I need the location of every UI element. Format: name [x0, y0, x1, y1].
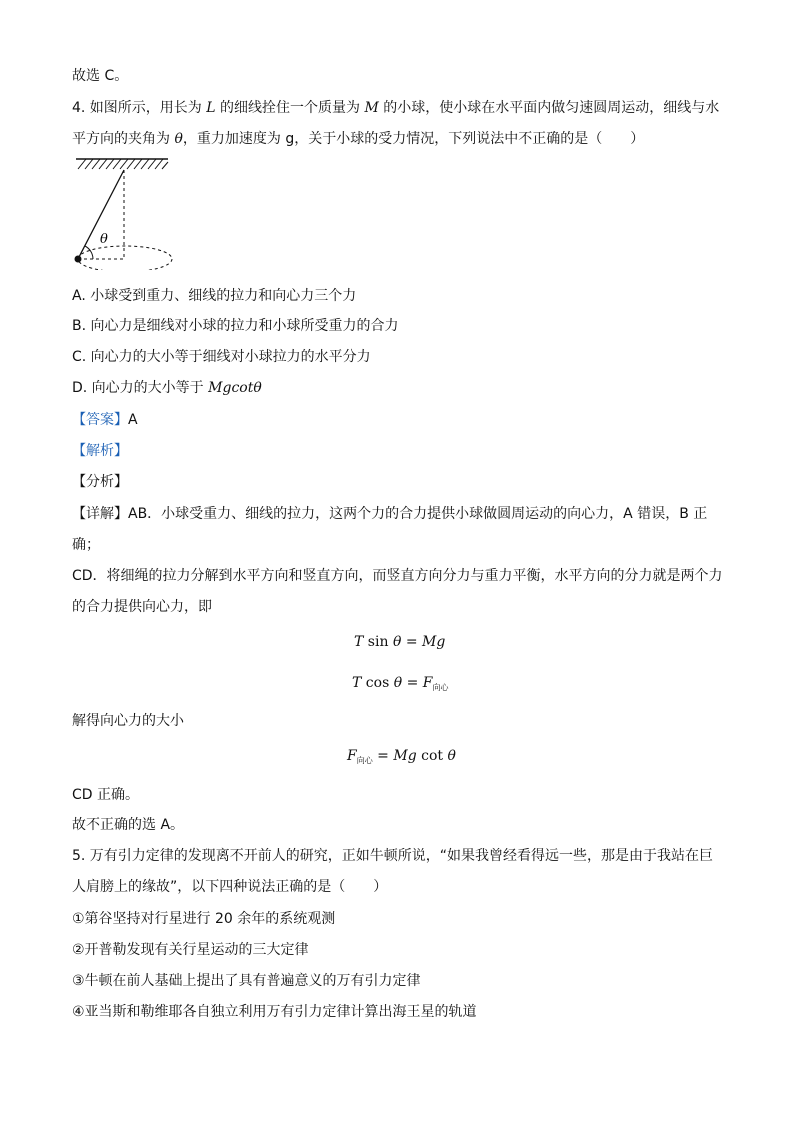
text: ，重力加速度为 g，关于小球的受力情况，下列说法中不正确的是（ ）: [182, 131, 645, 147]
cd-line2: 的合力提供向心力，即: [72, 599, 212, 615]
cd-correct-line: CD 正确。: [72, 787, 140, 803]
detail-text: AB．小球受重力、细线的拉力，这两个力的合力提供小球做圆周运动的向心力，A 错误，B 正: [128, 506, 708, 522]
option-b: B. 向心力是细线对小球的拉力和小球所受重力的合力: [72, 318, 399, 334]
q5-statement-3: ③牛顿在前人基础上提出了具有普遍意义的万有引力定律: [72, 973, 421, 989]
var: T: [352, 675, 362, 691]
fn: sin: [367, 634, 389, 650]
q5-statement-1: ①第谷坚持对行星进行 20 余年的系统观测: [72, 911, 336, 927]
equals: =: [401, 634, 423, 650]
formula: Mgcotθ: [208, 380, 262, 396]
answer-tag: 【答案】: [72, 412, 128, 428]
equation-3: [347, 746, 456, 771]
q5-stem-line2: 人肩膀上的缘故”，以下四种说法正确的是（ ）: [72, 879, 388, 895]
subscript: 向心: [432, 683, 449, 692]
text: 平方向的夹角为: [72, 131, 175, 147]
q5-stem-line1: 5. 万有引力定律的发现离不开前人的研究，正如牛顿所说，“如果我曾经看得远一些，那是由于我站在巨: [72, 848, 714, 864]
text: 的小球，使小球在水平面内做匀速圆周运动，细线与水: [378, 100, 720, 116]
option-d: [72, 378, 262, 398]
q4-stem-line1: [72, 98, 719, 118]
var: F: [347, 748, 357, 764]
var: T: [354, 634, 364, 650]
option-c: C. 向心力的大小等于细线对小球拉力的水平分力: [72, 349, 371, 365]
orbit-ellipse: [78, 246, 172, 270]
analysis-heading: [72, 441, 128, 461]
q5-statement-2: ②开普勒发现有关行星运动的三大定律: [72, 942, 309, 958]
angle-arc: [85, 246, 93, 259]
angle-label: θ: [100, 232, 108, 247]
detail-line2: 确；: [72, 537, 100, 553]
prev-answer-line: 故选 C。: [72, 68, 129, 84]
analysis-tag: 【解析】: [72, 443, 128, 459]
text: 的细线拴住一个质量为: [215, 100, 365, 116]
equals: =: [402, 675, 423, 691]
var-L: L: [206, 100, 216, 116]
subscript: 向心: [356, 756, 373, 765]
final-answer-line: 故不正确的选 A。: [72, 817, 185, 833]
var: θ: [447, 748, 456, 764]
fn: cot: [421, 748, 444, 764]
fn: cos: [365, 675, 390, 691]
ball: [75, 256, 82, 263]
q5-statement-4: ④亚当斯和勒维耶各自独立利用万有引力定律计算出海王星的轨道: [72, 1004, 477, 1020]
var: θ: [393, 675, 403, 691]
equation-1: [354, 632, 445, 652]
var: Mg: [393, 748, 417, 764]
var: Mg: [422, 634, 446, 650]
fenxi-heading: 【分析】: [72, 474, 128, 490]
detail-tag: 【详解】: [72, 506, 128, 522]
pendulum-figure: [68, 155, 180, 270]
detail-line1: [72, 504, 707, 524]
var-M: M: [364, 100, 379, 116]
var-theta: θ: [174, 131, 183, 147]
option-a: A. 小球受到重力、细线的拉力和向心力三个力: [72, 288, 357, 304]
text: 4. 如图所示，用长为: [72, 100, 207, 116]
equation-2: [352, 673, 449, 698]
text: D. 向心力的大小等于: [72, 380, 209, 396]
var: θ: [392, 634, 402, 650]
answer-line: [72, 410, 138, 430]
var: F: [422, 675, 433, 691]
ceiling-hatch: [78, 159, 168, 169]
equals: =: [372, 748, 394, 764]
q4-stem-line2: [72, 129, 644, 149]
cd-line1: CD．将细绳的拉力分解到水平方向和竖直方向，而竖直方向分力与重力平衡，水平方向的分力就是两个力: [72, 568, 723, 584]
answer-value: A: [128, 412, 138, 428]
solve-line: 解得向心力的大小: [72, 713, 184, 729]
